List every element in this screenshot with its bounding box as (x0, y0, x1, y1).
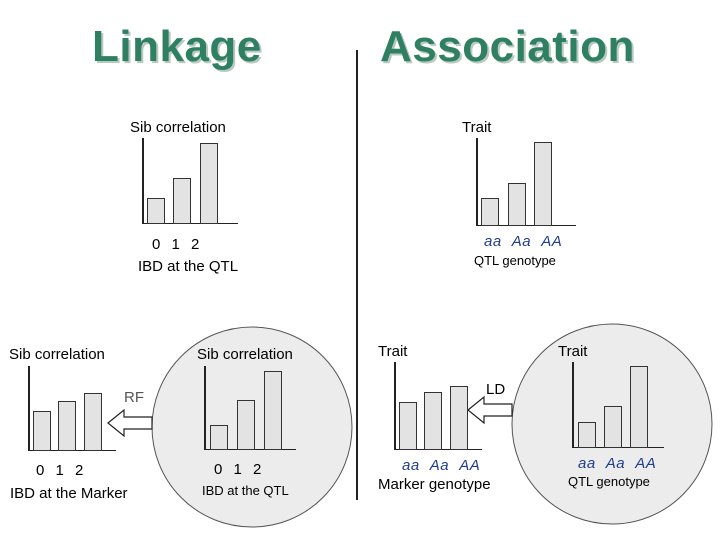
br-marker-x-label: Marker genotype (378, 476, 491, 493)
bar-aa (481, 198, 499, 226)
bl-qtl-y-label: Sib correlation (197, 346, 293, 363)
top-right-x-ticks: aa Aa AA (484, 233, 563, 250)
br-marker-chart (394, 362, 482, 450)
bl-qtl-x-label: IBD at the QTL (202, 483, 289, 498)
top-left-x-label: IBD at the QTL (138, 258, 239, 275)
br-marker-x-ticks: aa Aa AA (402, 457, 481, 474)
top-right-chart (476, 138, 576, 226)
y-axis (476, 138, 478, 226)
br-qtl-x-label: QTL genotype (568, 474, 650, 489)
bl-qtl-x-ticks: 0 1 2 (214, 461, 262, 478)
bar-ibd-1 (237, 400, 255, 450)
bar-ibd-0 (210, 425, 228, 450)
bar-Aa (604, 406, 622, 448)
ld-label: LD (486, 381, 506, 398)
bl-marker-y-label: Sib correlation (9, 346, 105, 363)
bar-AA (534, 142, 552, 226)
bar-ibd-2 (264, 371, 282, 450)
top-left-x-ticks: 0 1 2 (152, 236, 200, 253)
bar-aa (399, 402, 417, 450)
bl-marker-x-ticks: 0 1 2 (36, 462, 84, 479)
bar-ibd-2 (84, 393, 102, 451)
y-axis (394, 362, 396, 450)
top-left-chart (142, 138, 238, 224)
br-qtl-chart (572, 362, 664, 448)
y-axis (204, 366, 206, 450)
bar-AA (630, 366, 648, 448)
bar-Aa (508, 183, 526, 226)
bl-marker-x-label: IBD at the Marker (10, 485, 128, 502)
bl-marker-chart (28, 366, 116, 451)
bar-ibd-0 (33, 411, 51, 451)
y-axis (28, 366, 30, 451)
top-right-y-label: Trait (462, 119, 492, 136)
linkage-title: Linkage (92, 22, 262, 71)
bar-ibd-2 (200, 143, 218, 224)
top-right-x-label: QTL genotype (474, 253, 556, 268)
y-axis (572, 362, 574, 448)
bar-ibd-1 (58, 401, 76, 451)
br-qtl-y-label: Trait (558, 343, 588, 360)
rf-label: RF (124, 389, 144, 406)
bar-aa (578, 422, 596, 448)
bar-ibd-0 (147, 198, 165, 224)
bar-Aa (424, 392, 442, 450)
bar-ibd-1 (173, 178, 191, 224)
bar-AA (450, 386, 468, 450)
bl-qtl-chart (204, 366, 296, 450)
y-axis (142, 138, 144, 224)
br-qtl-x-ticks: aa Aa AA (578, 455, 657, 472)
br-marker-y-label: Trait (378, 343, 408, 360)
top-left-y-label: Sib correlation (130, 119, 226, 136)
association-title: Association (380, 22, 635, 71)
